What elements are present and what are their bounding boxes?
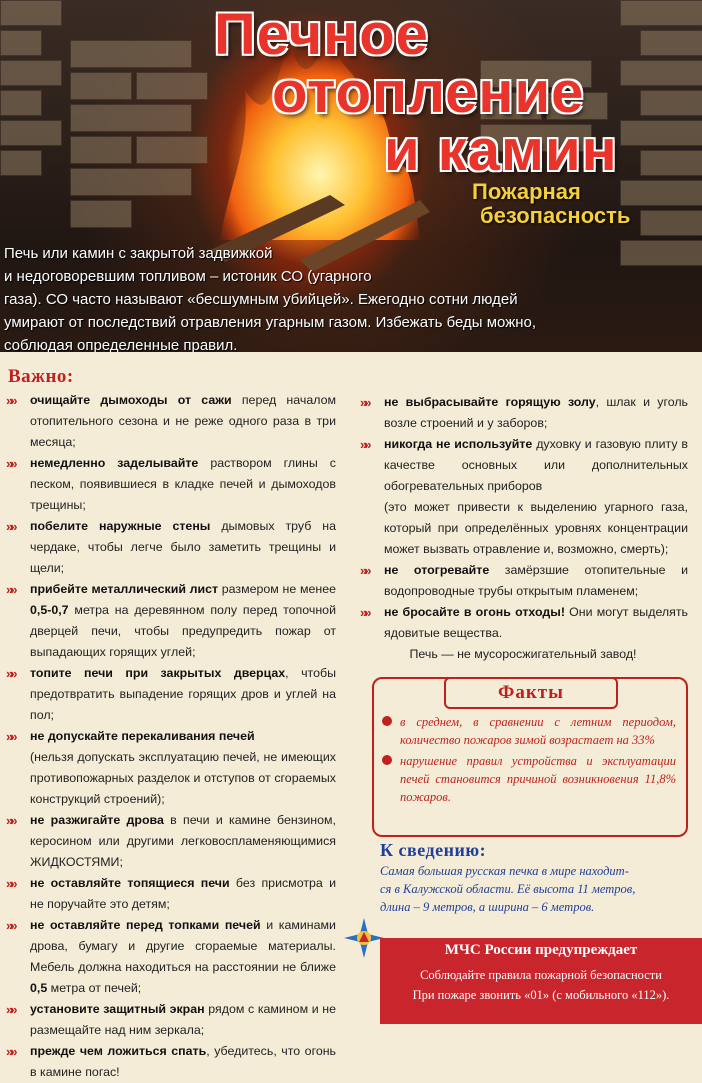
rule-item (358, 560, 688, 602)
rule-emphasis: прибейте металлический лист (30, 582, 219, 596)
fact-text: в среднем, в сравнении с летним периодом, количество пожаров зимой возрастает на 33% (400, 715, 676, 747)
info-heading: К сведению: (380, 840, 487, 860)
rule-emphasis: не разжигайте дрова (30, 813, 164, 827)
rule-item (358, 434, 688, 497)
rule-item (4, 453, 336, 516)
rule-item (4, 663, 336, 726)
double-chevron-icon: »» (360, 395, 369, 410)
rule-text: перед началом отопительного сезона и не реже одного раза в три месяца; (30, 393, 336, 449)
double-chevron-icon: »» (6, 876, 15, 891)
rule-item (358, 602, 688, 644)
rule-text: Они могут выделять ядовитые вещества. (384, 605, 688, 640)
rule-emphasis: не оставляйте перед топками печей (30, 918, 261, 932)
emergency-star-emblem-icon (344, 918, 384, 958)
rule-text: и каминами дрова, бумагу и другие сгораемые материалы. Мебель должна находиться на расстоянии не ближе (30, 918, 336, 974)
fact-text: нарушение правил устройства и эксплуатации печей становится причиной возникновения 11,8% пожаров. (400, 754, 676, 804)
rule-text: , чтобы предотвратить выпадение горящих дров и углей на пол; (30, 666, 336, 722)
rule-emphasis: 0,5-0,7 (30, 603, 69, 617)
rule-item (4, 579, 336, 663)
rule-text: , убедитесь, что огонь в камине погас! (30, 1044, 337, 1079)
double-chevron-icon: »» (6, 393, 15, 408)
rule-emphasis: 0,5 (30, 981, 48, 995)
intro-line: Печь или камин с закрытой задвижкой (4, 245, 273, 262)
rule-text: метра на деревянном полу перед топочной дверцей печи, чтобы предупредить пожар от выпадающих горящих углей; (30, 603, 336, 659)
rule-item (4, 516, 336, 579)
rule-text: метра от печей; (47, 981, 142, 995)
facts-title: Факты (444, 677, 618, 709)
double-chevron-icon: »» (6, 918, 15, 933)
bullet-dot-icon (382, 755, 392, 765)
facts-box (372, 677, 688, 837)
rule-text: раствором глины с песком, появившиеся в кладке печей и дымоходов трещины; (30, 456, 336, 512)
double-chevron-icon: »» (6, 456, 15, 471)
rule-emphasis: не бросайте в огонь отходы! (384, 605, 565, 619)
rule-text: , шлак и уголь возле строений и у заборов; (384, 395, 689, 430)
rule-item (4, 999, 336, 1041)
subtitle-line: безопасность (480, 203, 631, 228)
double-chevron-icon: »» (6, 1044, 15, 1059)
subtitle-line: Пожарная (472, 179, 581, 204)
rules-left-column (4, 366, 336, 1083)
footer-banner (380, 938, 702, 1024)
fact-item (380, 752, 676, 806)
double-chevron-icon: »» (6, 813, 15, 828)
rule-item (4, 810, 336, 873)
rule-emphasis: прежде чем ложиться спать (30, 1044, 207, 1058)
rules-list-right (358, 392, 688, 644)
rule-text: без присмотра и не поручайте это детям; (30, 876, 336, 911)
hero-banner (0, 0, 702, 352)
double-chevron-icon: »» (6, 666, 15, 681)
bullet-dot-icon (382, 716, 392, 726)
double-chevron-icon: »» (360, 563, 369, 578)
rule-text: рядом с камином и не размещайте над ним зеркала; (30, 1002, 336, 1037)
double-chevron-icon: »» (6, 582, 15, 597)
double-chevron-icon: »» (6, 1002, 15, 1017)
rule-emphasis: не выбрасывайте горящую золу (384, 395, 596, 409)
rule-emphasis: установите защитный экран (30, 1002, 205, 1016)
rule-text: в печи и камине бензином, керосином или другими легковоспламеняющимися ЖИДКОСТЯМИ; (30, 813, 337, 869)
rule-note: (это может привести к выделению угарного газа, который при определённых уровнях концентрации может вызвать отравление и, возможно, смерть); (384, 500, 688, 556)
rule-text: замёрзшие отопительные и водопроводные трубы открытым пламенем; (384, 563, 689, 598)
info-line: ся в Калужской области. Её высота 11 метров, (380, 882, 636, 896)
rule-emphasis: очищайте дымоходы от сажи (30, 393, 232, 407)
double-chevron-icon: »» (6, 729, 15, 744)
intro-line: и недоговоревшим топливом – истоник СО (угарного (4, 268, 372, 285)
rule-emphasis: не отогревайте (384, 563, 490, 577)
rule-text: размером не менее (218, 582, 336, 596)
rule-emphasis: не допускайте перекаливания печей (30, 729, 255, 743)
double-chevron-icon: »» (360, 437, 369, 452)
rule-note: (нельзя допускать эксплуатацию печей, не имеющих противопожарных разделок и отступов от сгораемых конструкций строений); (30, 750, 336, 806)
intro-line: умирают от последствий отравления угарным газом. Избежать беды можно, (4, 314, 537, 331)
page-subtitle (472, 180, 630, 228)
rule-item (4, 1041, 336, 1083)
intro-line: соблюдая определенные правил. (4, 337, 238, 352)
rule-text: духовку и газовую плиту в качестве основных или дополнительных обогревательных приборов (384, 437, 688, 493)
rule-emphasis: не оставляйте топящиеся печи (30, 876, 230, 890)
double-chevron-icon: »» (360, 605, 369, 620)
rule-emphasis: никогда не используйте (384, 437, 533, 451)
title-line: и камин (384, 118, 618, 183)
important-heading: Важно: (8, 366, 74, 387)
footer-title: МЧС России предупреждает (444, 942, 638, 958)
info-text (380, 862, 680, 916)
rule-item (4, 873, 336, 915)
rule-item (4, 915, 336, 999)
footer-line: Соблюдайте правила пожарной безопасности (420, 968, 662, 982)
intro-text (0, 240, 652, 352)
info-line: Самая большая русская печка в мире находит- (380, 864, 629, 878)
rule-item (4, 390, 336, 453)
intro-line: газа). СО часто называют «бесшумным убийцей». Ежегодно сотни людей (4, 291, 518, 308)
rule-item (358, 392, 688, 434)
footer-line: При пожаре звонить «01» (с мобильного «112»). (412, 988, 670, 1002)
rules-right-column (358, 392, 688, 665)
rule-text: дымовых труб на чердаке, чтобы легче было заметить трещины и щели; (30, 519, 336, 575)
rule-emphasis: побелите наружные стены (30, 519, 211, 533)
rules-list-left (4, 390, 336, 1083)
rule-item (4, 726, 336, 747)
info-line: длина – 9 метров, а ширина – 6 метров. (380, 900, 595, 914)
rule-emphasis: топите печи при закрытых дверцах (30, 666, 286, 680)
closing-line: Печь — не мусоросжигательный завод! (409, 647, 637, 661)
page-title (212, 2, 692, 183)
title-line: Печное (214, 2, 429, 67)
title-line: отопление (272, 60, 585, 125)
rule-emphasis: немедленно заделывайте (30, 456, 199, 470)
double-chevron-icon: »» (6, 519, 15, 534)
fact-item (380, 713, 676, 749)
facts-list (380, 713, 676, 809)
